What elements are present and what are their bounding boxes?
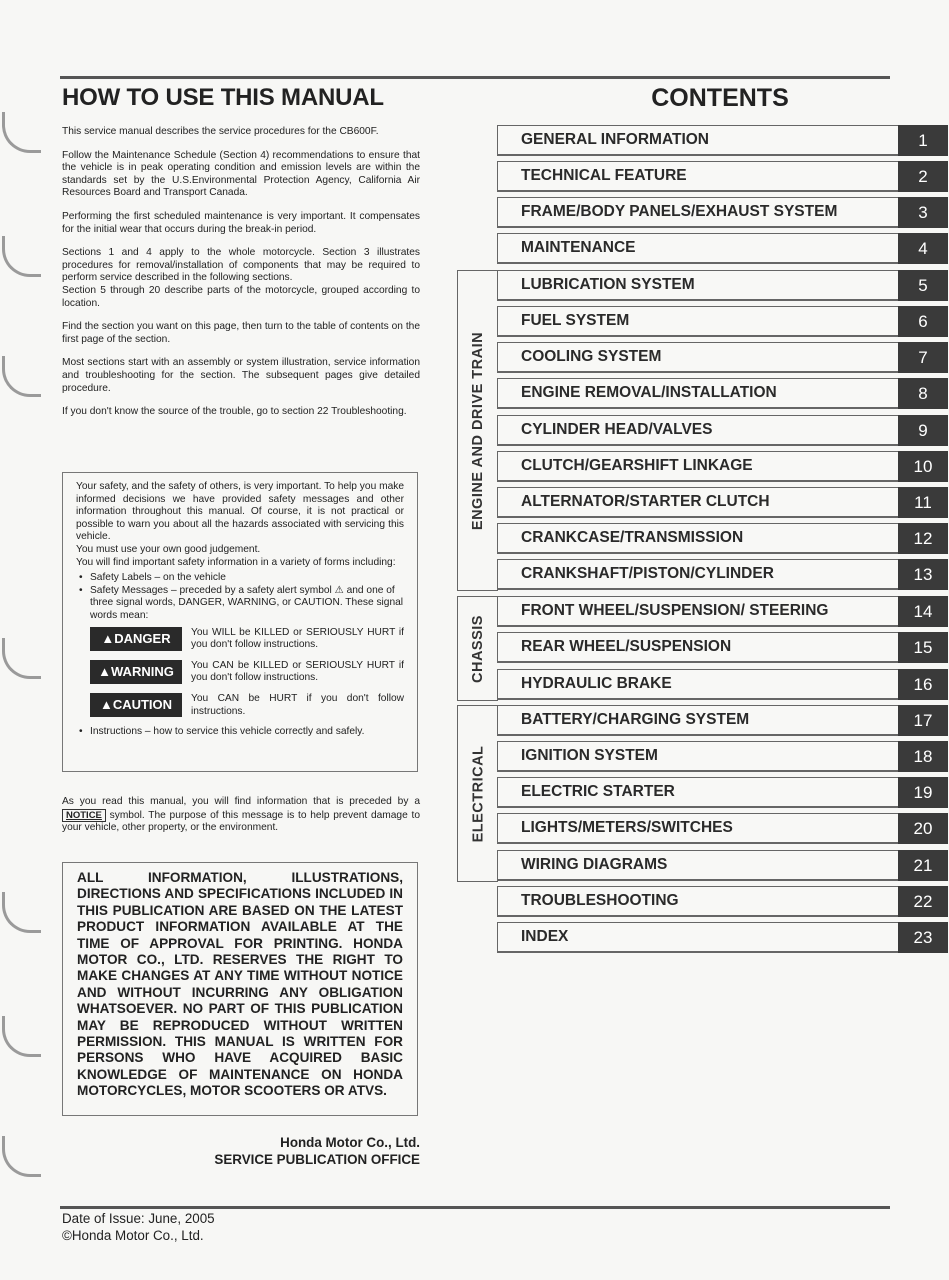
bullet-safety-labels: • Safety Labels – on the vehicle: [76, 572, 404, 585]
how-to-use-section: [62, 84, 420, 430]
group-label-chassis: CHASSIS: [470, 614, 486, 683]
toc-item[interactable]: [497, 378, 948, 409]
toc-item[interactable]: [497, 922, 948, 953]
company-name: Honda Motor Co., Ltd.: [280, 1135, 420, 1150]
page-title: HOW TO USE THIS MANUAL: [62, 84, 384, 111]
toc-item-number: 10: [898, 451, 948, 482]
top-rule: [60, 76, 890, 79]
toc-item-label: IGNITION SYSTEM: [521, 747, 658, 764]
toc-item-label: GENERAL INFORMATION: [521, 131, 710, 148]
binder-hole: [2, 638, 41, 679]
toc-item-number: 16: [898, 669, 948, 700]
first-maintenance-paragraph: Performing the first scheduled maintenance is very important. It compensates for the initial wear that occurs during the break-in period.: [62, 210, 420, 235]
toc-item[interactable]: [497, 886, 948, 917]
binder-hole: [2, 1016, 41, 1057]
toc-item[interactable]: [497, 559, 948, 590]
notice-paragraph: [62, 796, 420, 835]
caution-badge: ▲CAUTION: [90, 693, 182, 717]
section-structure-paragraph: Most sections start with an assembly or system illustration, service information and troubleshooting for the section. The subsequent pages give detailed procedure.: [62, 357, 420, 394]
toc-item[interactable]: [497, 125, 948, 156]
binder-hole: [2, 356, 41, 397]
toc-item-label: REAR WHEEL/SUSPENSION: [521, 638, 732, 655]
toc-item[interactable]: [497, 632, 948, 663]
toc-item-number: 7: [898, 342, 948, 373]
toc-item[interactable]: [497, 197, 948, 228]
toc-item-number: 22: [898, 886, 948, 917]
intro-paragraph: This service manual describes the service procedures for the CB600F.: [62, 126, 379, 137]
safety-instructions-bullet: [76, 726, 404, 739]
toc-item-number: 21: [898, 850, 948, 881]
safety-forms: You will find important safety information in a variety of forms including:: [76, 556, 396, 568]
toc-item-label: LIGHTS/METERS/SWITCHES: [521, 819, 733, 836]
binder-hole: [2, 1136, 41, 1177]
toc-item-label: MAINTENANCE: [521, 239, 636, 256]
toc-item-number: 15: [898, 632, 948, 663]
group-label-electrical: ELECTRICAL: [470, 745, 486, 842]
toc-item-number: 5: [898, 270, 948, 301]
notice-symbol: NOTICE: [62, 809, 106, 822]
toc-item-number: 1: [898, 125, 948, 156]
toc-item[interactable]: [497, 487, 948, 518]
bullet-instructions: • Instructions – how to service this vehicle correctly and safely.: [76, 726, 404, 739]
copyright: ©Honda Motor Co., Ltd.: [62, 1227, 204, 1243]
toc-item[interactable]: [497, 596, 948, 627]
toc-item-label: TROUBLESHOOTING: [521, 892, 679, 909]
danger-text: You WILL be KILLED or SERIOUSLY HURT if you don't follow instructions.: [191, 626, 404, 651]
group-engine-drive-train: [457, 270, 498, 591]
toc-item-number: 3: [898, 197, 948, 228]
legal-disclaimer-box: [62, 862, 418, 1116]
toc-item[interactable]: [497, 270, 948, 301]
safety-judgement: You must use your own good judgement.: [76, 543, 261, 555]
toc-item-label: BATTERY/CHARGING SYSTEM: [521, 711, 750, 728]
toc-item-number: 13: [898, 559, 948, 590]
toc-item-number: 14: [898, 596, 948, 627]
toc-item[interactable]: [497, 705, 948, 736]
toc-item-number: 20: [898, 813, 948, 844]
toc-item-label: FRONT WHEEL/SUSPENSION/ STEERING: [521, 602, 829, 619]
toc-item-number: 8: [898, 378, 948, 409]
toc-item[interactable]: [497, 777, 948, 808]
toc-item[interactable]: [497, 161, 948, 192]
toc-item[interactable]: [497, 233, 948, 264]
caution-row: [90, 693, 404, 718]
toc-item[interactable]: [497, 850, 948, 881]
publication-office: SERVICE PUBLICATION OFFICE: [214, 1151, 420, 1167]
issue-date: Date of Issue: June, 2005: [62, 1211, 215, 1226]
toc-item-label: CRANKCASE/TRANSMISSION: [521, 529, 744, 546]
toc-item-label: TECHNICAL FEATURE: [521, 167, 687, 184]
toc-item-label: ENGINE REMOVAL/INSTALLATION: [521, 384, 777, 401]
group-label-engine: ENGINE AND DRIVE TRAIN: [470, 331, 487, 530]
find-section-paragraph: Find the section you want on this page, then turn to the table of contents on the first page of the section.: [62, 321, 420, 345]
binder-hole: [2, 112, 41, 153]
toc-item-number: 11: [898, 487, 948, 518]
legal-disclaimer-text: ALL INFORMATION, ILLUSTRATIONS, DIRECTIONS AND SPECIFICATIONS INCLUDED IN THIS PUBLICATION ARE BASED ON THE LATEST PRODUCT INFORMATION AVAILABLE AT THE TIME OF APPROVAL FOR PRINTING. HONDA MOTOR CO., LTD. RESERVES THE RIGHT TO MAKE CHANGES AT ANY TIME WITHOUT NOTICE AND WITHOUT INCURRING ANY OBLIGATION WHATSOEVER. NO PART OF THIS PUBLICATION MAY BE REPRODUCED WITHOUT WRITTEN PERMISSION. THIS MANUAL IS WRITTEN FOR PERSONS WHO HAVE ACQUIRED BASIC KNOWLEDGE OF MAINTENANCE ON HONDA MOTORCYCLES, MOTOR SCOOTERS OR ATVS.: [77, 870, 403, 1099]
toc-item[interactable]: [497, 741, 948, 772]
safety-intro: Your safety, and the safety of others, is very important. To help you make informed decisions we have provided safety messages and other information throughout this manual. Of course, it is not practical or possible to warn you about all the hazards associated with servicing this vehicle.: [76, 481, 404, 543]
sections-grouping-paragraph: Section 5 through 20 describe parts of the motorcycle, grouped according to location.: [62, 284, 420, 309]
troubleshooting-paragraph: If you don't know the source of the trouble, go to section 22 Troubleshooting.: [62, 406, 407, 418]
danger-badge: ▲DANGER: [90, 627, 182, 651]
toc-item-number: 9: [898, 415, 948, 446]
safety-box: [62, 472, 418, 772]
toc-item-label: HYDRAULIC BRAKE: [521, 675, 672, 692]
toc-item-label: CRANKSHAFT/PISTON/CYLINDER: [521, 565, 774, 582]
toc-item[interactable]: [497, 523, 948, 554]
group-electrical: [457, 705, 498, 882]
maintenance-paragraph: Follow the Maintenance Schedule (Section 4) recommendations to ensure that the vehicle is in peak operating condition and emission levels are within the standards set by the U.S.Environmental Protection Agency, California Air Resources Board and Transport Canada.: [62, 149, 420, 199]
toc-item-label: INDEX: [521, 928, 569, 945]
toc-item-label: LUBRICATION SYSTEM: [521, 276, 695, 293]
toc-item-label: ALTERNATOR/STARTER CLUTCH: [521, 493, 770, 510]
toc-item-label: WIRING DIAGRAMS: [521, 856, 668, 873]
notice-before-text: As you read this manual, you will find information that is preceded by a: [62, 796, 420, 807]
toc-item-number: 12: [898, 523, 948, 554]
toc-item-label: FUEL SYSTEM: [521, 312, 630, 329]
publisher-block: [62, 1135, 420, 1168]
group-chassis: [457, 596, 498, 701]
toc-item[interactable]: [497, 813, 948, 844]
toc-item[interactable]: [497, 306, 948, 337]
caution-text: You CAN be HURT if you don't follow instructions.: [191, 692, 404, 717]
toc-item-label: FRAME/BODY PANELS/EXHAUST SYSTEM: [521, 203, 838, 220]
warning-row: [90, 660, 404, 685]
bullet-safety-messages: • Safety Messages – preceded by a safety alert symbol ⚠ and one of three signal words, DANGER, WARNING, or CAUTION. These signal words mean:: [76, 585, 404, 623]
toc-item-number: 17: [898, 705, 948, 736]
toc-item[interactable]: [497, 342, 948, 373]
toc-item-label: CLUTCH/GEARSHIFT LINKAGE: [521, 457, 753, 474]
toc-item-number: 18: [898, 741, 948, 772]
toc-item-label: CYLINDER HEAD/VALVES: [521, 421, 713, 438]
binder-hole: [2, 236, 41, 277]
warning-badge: ▲WARNING: [90, 660, 182, 684]
safety-bullets: [76, 572, 404, 622]
notice-after-text: symbol. The purpose of this message is to help prevent damage to your vehicle, other property, or the environment.: [62, 809, 420, 834]
toc-item-label: COOLING SYSTEM: [521, 348, 662, 365]
contents-title: CONTENTS: [651, 84, 789, 112]
toc-item[interactable]: [497, 669, 948, 700]
danger-row: [90, 627, 404, 652]
toc-item-label: ELECTRIC STARTER: [521, 783, 675, 800]
binder-hole: [2, 892, 41, 933]
sections-paragraph: Sections 1 and 4 apply to the whole motorcycle. Section 3 illustrates procedures for removal/installation of components that may be required to perform service described in the following sections.: [62, 247, 420, 284]
toc-item[interactable]: [497, 451, 948, 482]
issue-info: [62, 1211, 215, 1244]
toc-item-number: 19: [898, 777, 948, 808]
toc-item[interactable]: [497, 415, 948, 446]
toc-item-number: 6: [898, 306, 948, 337]
toc-item-number: 2: [898, 161, 948, 192]
bottom-rule: [60, 1206, 890, 1209]
toc-item-number: 4: [898, 233, 948, 264]
warning-text: You CAN be KILLED or SERIOUSLY HURT if you don't follow instructions.: [191, 659, 404, 684]
toc-item-number: 23: [898, 922, 948, 953]
